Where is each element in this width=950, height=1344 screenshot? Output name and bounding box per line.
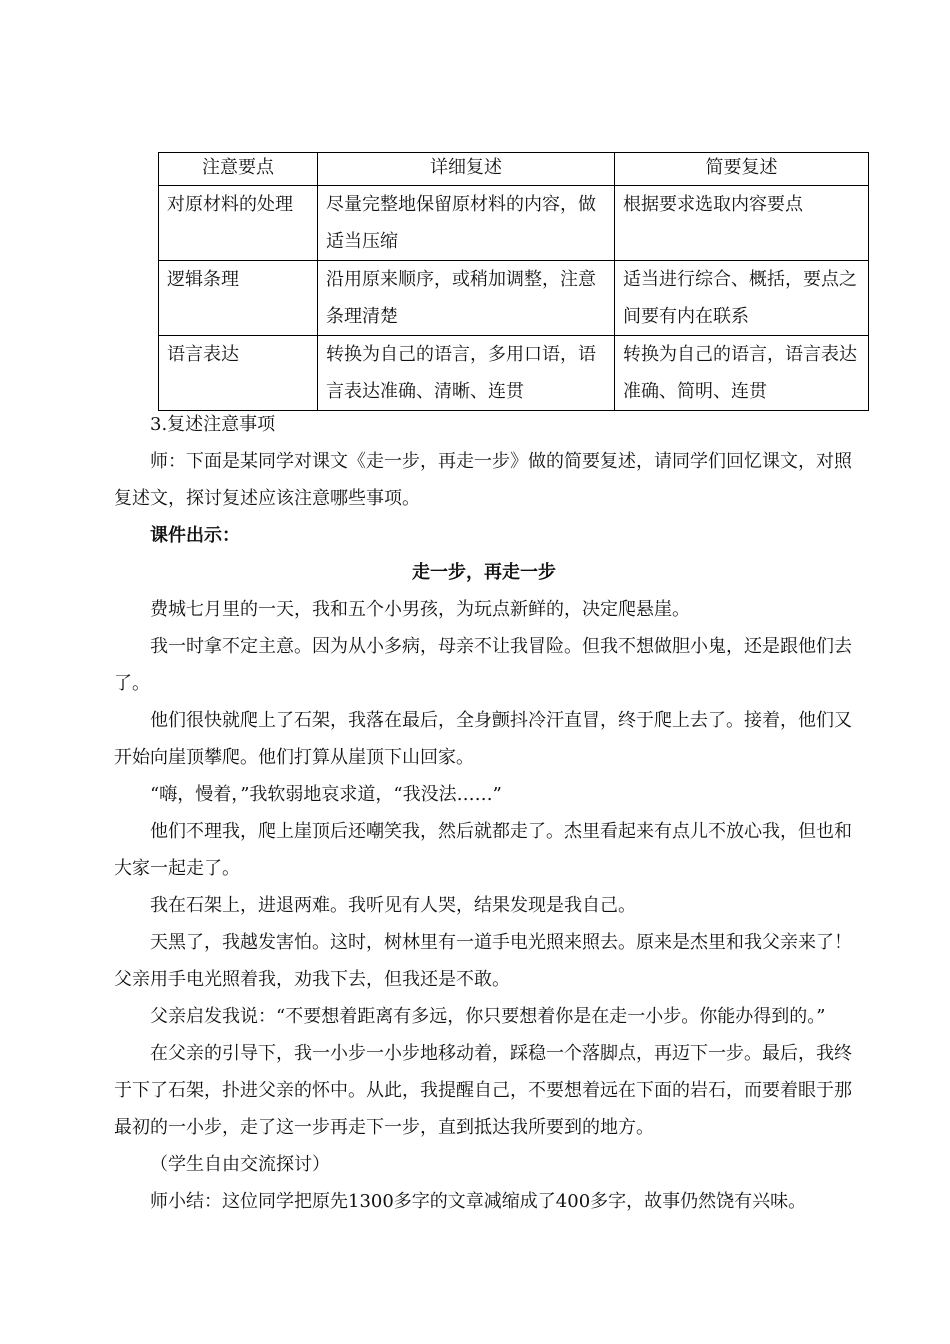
table-row bbox=[159, 186, 869, 261]
table-cell-detailed: 沿用原来顺序，或稍加调整，注意条理清楚 bbox=[318, 261, 615, 336]
table-row bbox=[159, 336, 869, 411]
discussion-note: （学生自由交流探讨） bbox=[150, 1154, 330, 1175]
story-title: 走一步，再走一步 bbox=[412, 562, 556, 583]
table-cell-brief: 根据要求选取内容要点 bbox=[615, 186, 869, 261]
story-paragraph: 在父亲的引导下，我一小步一小步地移动着，踩稳一个落脚点，再迈下一步。最后，我终于下了石架，扑进父亲的怀中。从此，我提醒自己，不要想着远在下面的岩石，而要着眼于那最初的一小步，走了这一步再走下一步，直到抵达我所要到的地方。 bbox=[114, 1043, 852, 1138]
story-paragraph: 我在石架上，进退两难。我听见有人哭，结果发现是我自己。 bbox=[150, 895, 636, 916]
section-heading: 3.复述注意事项 bbox=[150, 414, 276, 435]
story-paragraph: 他们很快就爬上了石架，我落在最后，全身颤抖冷汗直冒，终于爬上去了。接着，他们又开始向崖顶攀爬。他们打算从崖顶下山回家。 bbox=[114, 710, 852, 768]
courseware-label: 课件出示： bbox=[150, 525, 240, 546]
story-paragraph: 我一时拿不定主意。因为从小多病，母亲不让我冒险。但我不想做胆小鬼，还是跟他们去了。 bbox=[114, 636, 852, 694]
retelling-comparison-table bbox=[158, 152, 869, 411]
teacher-summary: 师小结：这位同学把原先1300多字的文章减缩成了400多字，故事仍然饶有兴味。 bbox=[150, 1191, 807, 1212]
story-paragraph: 父亲启发我说：“不要想着距离有多远，你只要想着你是在走一小步。你能办得到的。” bbox=[150, 1006, 826, 1027]
story-paragraph: “嗨，慢着，”我软弱地哀求道，“我没法……” bbox=[150, 784, 502, 805]
table-cell-brief: 转换为自己的语言，语言表达准确、简明、连贯 bbox=[615, 336, 869, 411]
table-cell-detailed: 尽量完整地保留原材料的内容，做适当压缩 bbox=[318, 186, 615, 261]
table-header-cell: 简要复述 bbox=[615, 153, 869, 186]
story-paragraph: 费城七月里的一天，我和五个小男孩，为玩点新鲜的，决定爬悬崖。 bbox=[150, 599, 690, 620]
table-cell-point: 对原材料的处理 bbox=[159, 186, 318, 261]
table-cell-point: 逻辑条理 bbox=[159, 261, 318, 336]
table-cell-detailed: 转换为自己的语言，多用口语，语言表达准确、清晰、连贯 bbox=[318, 336, 615, 411]
teacher-intro: 师：下面是某同学对课文《走一步，再走一步》做的简要复述，请同学们回忆课文，对照复述文，探讨复述应该注意哪些事项。 bbox=[114, 451, 852, 509]
story-paragraph: 天黑了，我越发害怕。这时，树林里有一道手电光照来照去。原来是杰里和我父亲来了！父亲用手电光照着我，劝我下去，但我还是不敢。 bbox=[114, 932, 852, 990]
table-header-cell: 注意要点 bbox=[159, 153, 318, 186]
table-cell-brief: 适当进行综合、概括，要点之间要有内在联系 bbox=[615, 261, 869, 336]
table-header-row bbox=[159, 153, 869, 186]
story-paragraph: 他们不理我，爬上崖顶后还嘲笑我，然后就都走了。杰里看起来有点儿不放心我，但也和大家一起走了。 bbox=[114, 821, 852, 879]
table-row bbox=[159, 261, 869, 336]
table-cell-point: 语言表达 bbox=[159, 336, 318, 411]
body-text bbox=[114, 406, 854, 1220]
table-header-cell: 详细复述 bbox=[318, 153, 615, 186]
